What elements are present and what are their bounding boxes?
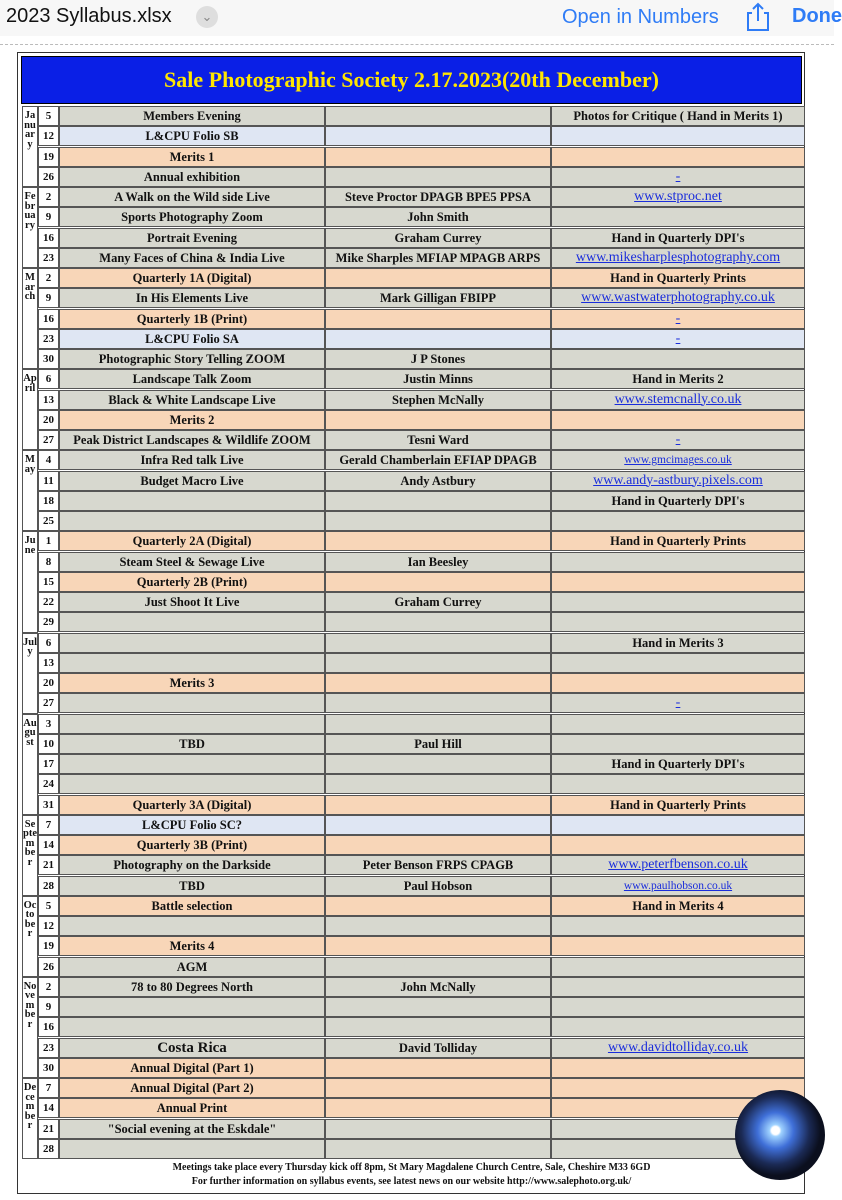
table-row[interactable] (1, 795, 801, 815)
event-cell[interactable]: Many Faces of China & India Live (59, 248, 325, 268)
date-cell[interactable]: 13 (38, 653, 59, 673)
speaker-cell[interactable] (325, 491, 551, 511)
date-cell[interactable]: 21 (38, 1119, 59, 1139)
month-label: March (22, 268, 38, 369)
date-cell[interactable]: 16 (38, 309, 59, 329)
speaker-cell[interactable]: Paul Hill (325, 734, 551, 754)
speaker-cell[interactable] (325, 1119, 551, 1139)
month-label: June (22, 531, 38, 632)
notes-cell[interactable] (551, 572, 805, 592)
event-cell[interactable]: "Social evening at the Eskdale" (59, 1119, 325, 1139)
notes-cell[interactable] (551, 207, 805, 227)
date-cell[interactable]: 6 (38, 633, 59, 653)
speaker-cell[interactable] (325, 754, 551, 774)
event-cell[interactable]: Quarterly 3B (Print) (59, 835, 325, 855)
event-cell[interactable] (59, 491, 325, 511)
done-button[interactable]: Done (792, 5, 842, 27)
date-cell[interactable]: 22 (38, 592, 59, 612)
siri-icon[interactable] (735, 1090, 825, 1180)
notes-cell[interactable] (551, 410, 805, 430)
notes-cell[interactable]: Hand in Quarterly DPI's (551, 228, 805, 248)
notes-cell[interactable] (551, 997, 805, 1017)
event-cell[interactable]: Portrait Evening (59, 228, 325, 248)
speaker-cell[interactable]: Steve Proctor DPAGB BPE5 PPSA (325, 187, 551, 207)
table-row[interactable] (1, 572, 801, 592)
notes-cell[interactable] (551, 1017, 805, 1037)
speaker-cell[interactable] (325, 774, 551, 794)
table-row[interactable] (1, 369, 801, 389)
speaker-cell[interactable] (325, 1058, 551, 1078)
table-row[interactable] (1, 187, 801, 207)
notes-cell[interactable] (551, 957, 805, 977)
date-cell[interactable]: 23 (38, 248, 59, 268)
speaker-cell[interactable]: David Tolliday (325, 1038, 551, 1058)
table-row[interactable] (1, 835, 801, 855)
website-link[interactable]: www.peterfbenson.co.uk (551, 855, 805, 875)
event-cell[interactable]: Landscape Talk Zoom (59, 369, 325, 389)
event-cell[interactable]: Quarterly 1B (Print) (59, 309, 325, 329)
event-cell[interactable]: TBD (59, 734, 325, 754)
table-row[interactable] (1, 1098, 801, 1118)
table-row[interactable] (1, 248, 801, 268)
speaker-cell[interactable] (325, 714, 551, 734)
event-cell[interactable] (59, 754, 325, 774)
date-cell[interactable]: 27 (38, 693, 59, 713)
table-row[interactable] (1, 471, 801, 491)
website-link[interactable]: - (551, 167, 805, 187)
gridline (0, 44, 834, 45)
date-cell[interactable]: 20 (38, 673, 59, 693)
share-icon[interactable] (744, 2, 772, 32)
table-row[interactable] (1, 167, 801, 187)
speaker-cell[interactable] (325, 957, 551, 977)
speaker-cell[interactable] (325, 997, 551, 1017)
table-row[interactable] (1, 288, 801, 308)
date-cell[interactable]: 28 (38, 876, 59, 896)
notes-cell[interactable]: Hand in Merits 4 (551, 896, 805, 916)
event-cell[interactable]: AGM (59, 957, 325, 977)
website-link[interactable]: www.mikesharplesphotography.com (551, 248, 805, 268)
speaker-cell[interactable] (325, 653, 551, 673)
month-label: October (22, 896, 38, 977)
speaker-cell[interactable] (325, 1098, 551, 1118)
date-cell[interactable]: 25 (38, 511, 59, 531)
speaker-cell[interactable] (325, 936, 551, 956)
table-row[interactable] (1, 612, 801, 632)
event-cell[interactable] (59, 774, 325, 794)
month-label: September (22, 815, 38, 896)
date-cell[interactable]: 21 (38, 855, 59, 875)
speaker-cell[interactable]: Mark Gilligan FBIPP (325, 288, 551, 308)
notes-cell[interactable] (551, 653, 805, 673)
event-cell[interactable]: In His Elements Live (59, 288, 325, 308)
date-cell[interactable]: 16 (38, 228, 59, 248)
date-cell[interactable]: 7 (38, 815, 59, 835)
notes-cell[interactable] (551, 126, 805, 146)
table-row[interactable] (1, 673, 801, 693)
speaker-cell[interactable] (325, 1017, 551, 1037)
notes-cell[interactable] (551, 349, 805, 369)
event-cell[interactable]: Annual exhibition (59, 167, 325, 187)
date-cell[interactable]: 18 (38, 491, 59, 511)
date-cell[interactable]: 12 (38, 126, 59, 146)
event-cell[interactable] (59, 633, 325, 653)
event-cell[interactable]: Battle selection (59, 896, 325, 916)
month-label: February (22, 187, 38, 268)
speaker-cell[interactable] (325, 1078, 551, 1098)
table-row[interactable] (1, 754, 801, 774)
table-row[interactable] (1, 1139, 801, 1159)
speaker-cell[interactable] (325, 633, 551, 653)
event-cell[interactable]: TBD (59, 876, 325, 896)
table-row[interactable] (1, 653, 801, 673)
event-cell[interactable]: Merits 1 (59, 147, 325, 167)
notes-cell[interactable] (551, 1058, 805, 1078)
table-row[interactable] (1, 491, 801, 511)
date-cell[interactable]: 5 (38, 896, 59, 916)
website-link[interactable]: www.gmcimages.co.uk (551, 450, 805, 470)
table-row[interactable] (1, 106, 801, 126)
notes-cell[interactable]: Hand in Quarterly Prints (551, 795, 805, 815)
table-row[interactable] (1, 268, 801, 288)
notes-cell[interactable]: Hand in Quarterly DPI's (551, 491, 805, 511)
table-row[interactable] (1, 147, 801, 167)
notes-cell[interactable] (551, 916, 805, 936)
month-label: December (22, 1078, 38, 1159)
notes-cell[interactable] (551, 714, 805, 734)
notes-cell[interactable]: Hand in Quarterly Prints (551, 531, 805, 551)
notes-cell[interactable]: Hand in Merits 2 (551, 369, 805, 389)
website-link[interactable]: www.paulhobson.co.uk (551, 876, 805, 896)
table-row[interactable] (1, 309, 801, 329)
date-cell[interactable]: 23 (38, 329, 59, 349)
speaker-cell[interactable] (325, 795, 551, 815)
notes-cell[interactable] (551, 734, 805, 754)
date-cell[interactable]: 27 (38, 430, 59, 450)
date-cell[interactable]: 12 (38, 916, 59, 936)
event-cell[interactable] (59, 693, 325, 713)
notes-cell[interactable] (551, 673, 805, 693)
date-cell[interactable]: 26 (38, 957, 59, 977)
event-cell[interactable]: Peak District Landscapes & Wildlife ZOOM (59, 430, 325, 450)
table-row[interactable] (1, 531, 801, 551)
table-row[interactable] (1, 329, 801, 349)
date-cell[interactable]: 10 (38, 734, 59, 754)
website-link[interactable]: - (551, 309, 805, 329)
event-cell[interactable]: A Walk on the Wild side Live (59, 187, 325, 207)
table-row[interactable] (1, 1017, 801, 1037)
event-cell[interactable] (59, 1139, 325, 1159)
speaker-cell[interactable]: Graham Currey (325, 592, 551, 612)
speaker-cell[interactable] (325, 612, 551, 632)
table-row[interactable] (1, 1058, 801, 1078)
date-cell[interactable]: 2 (38, 187, 59, 207)
page-title: Sale Photographic Society 2.17.2023(20th December) (21, 56, 802, 104)
notes-cell[interactable] (551, 612, 805, 632)
event-cell[interactable]: Just Shoot It Live (59, 592, 325, 612)
date-cell[interactable]: 30 (38, 349, 59, 369)
notes-cell[interactable]: Hand in Quarterly Prints (551, 268, 805, 288)
table-row[interactable] (1, 1119, 801, 1139)
speaker-cell[interactable]: Mike Sharples MFIAP MPAGB ARPS (325, 248, 551, 268)
month-label: April (22, 369, 38, 450)
speaker-cell[interactable] (325, 673, 551, 693)
notes-cell[interactable] (551, 147, 805, 167)
date-cell[interactable]: 3 (38, 714, 59, 734)
speaker-cell[interactable] (325, 511, 551, 531)
date-cell[interactable]: 24 (38, 774, 59, 794)
footer-note (21, 1161, 802, 1189)
speaker-cell[interactable] (325, 268, 551, 288)
notes-cell[interactable]: Hand in Merits 3 (551, 633, 805, 653)
event-cell[interactable] (59, 511, 325, 531)
speaker-cell[interactable] (325, 106, 551, 126)
table-row[interactable] (1, 957, 801, 977)
table-row[interactable] (1, 774, 801, 794)
month-label: July (22, 633, 38, 714)
event-cell[interactable]: L&CPU Folio SA (59, 329, 325, 349)
event-cell[interactable]: Merits 3 (59, 673, 325, 693)
table-row[interactable] (1, 511, 801, 531)
date-cell[interactable]: 14 (38, 1098, 59, 1118)
website-link[interactable]: - (551, 329, 805, 349)
date-cell[interactable]: 19 (38, 936, 59, 956)
table-row[interactable] (1, 693, 801, 713)
speaker-cell[interactable] (325, 531, 551, 551)
date-cell[interactable]: 11 (38, 471, 59, 491)
notes-cell[interactable] (551, 977, 805, 997)
event-cell[interactable]: Budget Macro Live (59, 471, 325, 491)
date-cell[interactable]: 19 (38, 147, 59, 167)
date-cell[interactable]: 23 (38, 1038, 59, 1058)
footer-line-1: Meetings take place every Thursday kick off 8pm, St Mary Magdalene Church Centre, Sale, Cheshire M33 6GD (172, 1162, 651, 1173)
date-cell[interactable]: 14 (38, 835, 59, 855)
date-cell[interactable]: 5 (38, 106, 59, 126)
event-cell[interactable]: Infra Red talk Live (59, 450, 325, 470)
table-row[interactable] (1, 349, 801, 369)
table-row[interactable] (1, 410, 801, 430)
website-link[interactable]: - (551, 693, 805, 713)
date-cell[interactable]: 7 (38, 1078, 59, 1098)
month-label: August (22, 714, 38, 815)
table-row[interactable] (1, 207, 801, 227)
speaker-cell[interactable]: Stephen McNally (325, 390, 551, 410)
event-cell[interactable]: L&CPU Folio SB (59, 126, 325, 146)
speaker-cell[interactable] (325, 1139, 551, 1159)
event-cell[interactable]: Annual Digital (Part 1) (59, 1058, 325, 1078)
table-row[interactable] (1, 228, 801, 248)
notes-cell[interactable]: Hand in Quarterly DPI's (551, 754, 805, 774)
chevron-down-icon[interactable]: ⌄ (196, 6, 218, 28)
event-cell[interactable] (59, 653, 325, 673)
speaker-cell[interactable]: Andy Astbury (325, 471, 551, 491)
event-cell[interactable]: L&CPU Folio SC? (59, 815, 325, 835)
notes-cell[interactable] (551, 592, 805, 612)
event-cell[interactable]: Members Evening (59, 106, 325, 126)
speaker-cell[interactable]: J P Stones (325, 349, 551, 369)
speaker-cell[interactable]: Ian Beesley (325, 552, 551, 572)
speaker-cell[interactable]: John McNally (325, 977, 551, 997)
date-cell[interactable]: 6 (38, 369, 59, 389)
notes-cell[interactable] (551, 815, 805, 835)
website-link[interactable]: www.davidtolliday.co.uk (551, 1038, 805, 1058)
table-row[interactable] (1, 977, 801, 997)
date-cell[interactable]: 13 (38, 390, 59, 410)
website-link[interactable]: - (551, 430, 805, 450)
file-name: 2023 Syllabus.xlsx (6, 5, 172, 27)
event-cell[interactable]: Quarterly 2B (Print) (59, 572, 325, 592)
speaker-cell[interactable]: Peter Benson FRPS CPAGB (325, 855, 551, 875)
date-cell[interactable]: 30 (38, 1058, 59, 1078)
event-cell[interactable]: Quarterly 2A (Digital) (59, 531, 325, 551)
date-cell[interactable]: 26 (38, 167, 59, 187)
speaker-cell[interactable] (325, 916, 551, 936)
table-row[interactable] (1, 896, 801, 916)
date-cell[interactable]: 31 (38, 795, 59, 815)
website-link[interactable]: www.wastwaterphotography.co.uk (551, 288, 805, 308)
event-cell[interactable]: Quarterly 3A (Digital) (59, 795, 325, 815)
speaker-cell[interactable] (325, 329, 551, 349)
speaker-cell[interactable] (325, 693, 551, 713)
website-link[interactable]: www.stemcnally.co.uk (551, 390, 805, 410)
top-bar (0, 0, 842, 36)
table-row[interactable] (1, 916, 801, 936)
event-cell[interactable]: Annual Digital (Part 2) (59, 1078, 325, 1098)
date-cell[interactable]: 29 (38, 612, 59, 632)
event-cell[interactable]: Photographic Story Telling ZOOM (59, 349, 325, 369)
speaker-cell[interactable] (325, 572, 551, 592)
speaker-cell[interactable]: Graham Currey (325, 228, 551, 248)
month-label: November (22, 977, 38, 1078)
notes-cell[interactable] (551, 552, 805, 572)
date-cell[interactable]: 8 (38, 552, 59, 572)
speaker-cell[interactable] (325, 835, 551, 855)
event-cell[interactable]: Merits 4 (59, 936, 325, 956)
speaker-cell[interactable]: Justin Minns (325, 369, 551, 389)
table-row[interactable] (1, 390, 801, 410)
table-row[interactable] (1, 1078, 801, 1098)
speaker-cell[interactable]: Paul Hobson (325, 876, 551, 896)
speaker-cell[interactable] (325, 147, 551, 167)
event-cell[interactable]: Annual Print (59, 1098, 325, 1118)
event-cell[interactable]: Steam Steel & Sewage Live (59, 552, 325, 572)
speaker-cell[interactable] (325, 410, 551, 430)
date-cell[interactable]: 17 (38, 754, 59, 774)
notes-cell[interactable]: Photos for Critique ( Hand in Merits 1) (551, 106, 805, 126)
table-row[interactable] (1, 734, 801, 754)
month-label: January (22, 106, 38, 187)
notes-cell[interactable] (551, 511, 805, 531)
event-cell[interactable]: Costa Rica (59, 1038, 325, 1058)
table-row[interactable] (1, 592, 801, 612)
table-row[interactable] (1, 633, 801, 653)
table-row[interactable] (1, 997, 801, 1017)
event-cell[interactable]: Quarterly 1A (Digital) (59, 268, 325, 288)
event-cell[interactable]: Merits 2 (59, 410, 325, 430)
date-cell[interactable]: 20 (38, 410, 59, 430)
date-cell[interactable]: 9 (38, 997, 59, 1017)
table-row[interactable] (1, 855, 801, 875)
speaker-cell[interactable] (325, 896, 551, 916)
speaker-cell[interactable]: Tesni Ward (325, 430, 551, 450)
table-row[interactable] (1, 1038, 801, 1058)
notes-cell[interactable] (551, 774, 805, 794)
speaker-cell[interactable] (325, 309, 551, 329)
date-cell[interactable]: 16 (38, 1017, 59, 1037)
open-in-numbers-button[interactable]: Open in Numbers (562, 6, 719, 28)
table-row[interactable] (1, 450, 801, 470)
date-cell[interactable]: 9 (38, 207, 59, 227)
event-cell[interactable] (59, 714, 325, 734)
notes-cell[interactable] (551, 936, 805, 956)
speaker-cell[interactable]: John Smith (325, 207, 551, 227)
speaker-cell[interactable] (325, 815, 551, 835)
event-cell[interactable] (59, 612, 325, 632)
date-cell[interactable]: 2 (38, 977, 59, 997)
table-row[interactable] (1, 430, 801, 450)
event-cell[interactable]: Sports Photography Zoom (59, 207, 325, 227)
speaker-cell[interactable] (325, 126, 551, 146)
date-cell[interactable]: 4 (38, 450, 59, 470)
table-row[interactable] (1, 936, 801, 956)
speaker-cell[interactable]: Gerald Chamberlain EFIAP DPAGB (325, 450, 551, 470)
date-cell[interactable]: 28 (38, 1139, 59, 1159)
event-cell[interactable] (59, 1017, 325, 1037)
speaker-cell[interactable] (325, 167, 551, 187)
event-cell[interactable]: Photography on the Darkside (59, 855, 325, 875)
date-cell[interactable]: 1 (38, 531, 59, 551)
website-link[interactable]: www.andy-astbury.pixels.com (551, 471, 805, 491)
spreadsheet[interactable] (17, 52, 805, 1194)
event-cell[interactable]: Black & White Landscape Live (59, 390, 325, 410)
table-row[interactable] (1, 876, 801, 896)
table-row[interactable] (1, 126, 801, 146)
event-cell[interactable]: 78 to 80 Degrees North (59, 977, 325, 997)
table-row[interactable] (1, 552, 801, 572)
date-cell[interactable]: 15 (38, 572, 59, 592)
event-cell[interactable] (59, 997, 325, 1017)
event-cell[interactable] (59, 916, 325, 936)
date-cell[interactable]: 2 (38, 268, 59, 288)
month-label: May (22, 450, 38, 531)
website-link[interactable]: www.stproc.net (551, 187, 805, 207)
table-row[interactable] (1, 714, 801, 734)
footer-line-2: For further information on syllabus events, see latest news on our website http://www.salephoto.org.uk/ (191, 1176, 632, 1187)
date-cell[interactable]: 9 (38, 288, 59, 308)
notes-cell[interactable] (551, 835, 805, 855)
table-row[interactable] (1, 815, 801, 835)
